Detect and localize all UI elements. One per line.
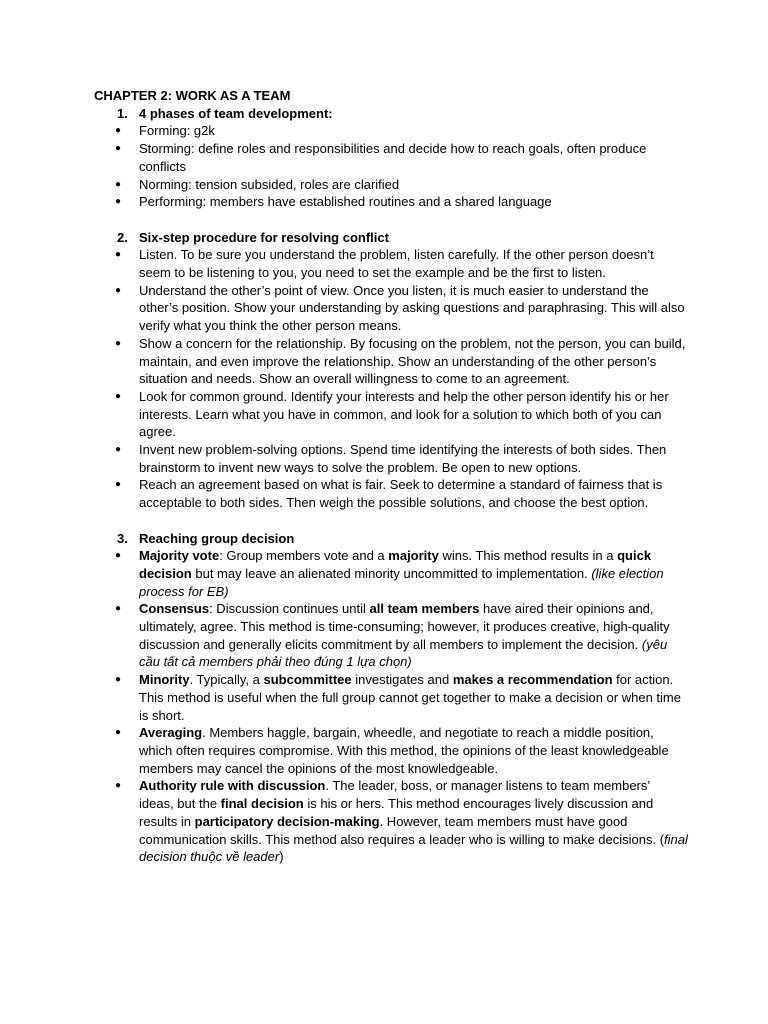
list-item — [94, 246, 688, 281]
text-run: Reach an agreement based on what is fair. Seek to determine a standard of fairness that is acceptable to both sides. Then weigh the possible solutions, and choose the best option. — [139, 477, 663, 511]
bold-text: participatory decision-making — [194, 813, 380, 829]
bold-text: subcommittee — [263, 672, 352, 688]
list-item — [94, 282, 688, 335]
text-run: Storming: define roles and responsibilities and decide how to reach goals, often produce conflicts — [139, 141, 647, 174]
text-run: . However, team members must have good communication skills. This method also requires a leader who is willing to make decisions. ( — [139, 813, 665, 847]
bold-text: final decision — [220, 796, 304, 812]
bold-text: Minority — [139, 672, 190, 688]
text-run: : Group members vote and a — [219, 548, 389, 564]
section-heading-text: 4 phases of team development: — [139, 105, 333, 121]
section-number: 2. — [117, 229, 128, 245]
bullet-list — [94, 246, 688, 512]
text-run: but may leave an alienated minority uncommitted to implementation. — [191, 565, 592, 581]
section-group-decision — [94, 530, 688, 866]
bold-text: Majority vote — [139, 548, 220, 564]
list-item — [94, 600, 688, 671]
text-run: have aired their opinions and, ultimately, agree. This method is time-consuming; however, it produces creative, high-quality discussion and generally elicits commitment by all members to implement the decision. — [139, 601, 670, 652]
bullet-list — [94, 547, 688, 866]
text-run: Performing: members have established routines and a shared language — [139, 194, 552, 210]
list-item — [94, 335, 688, 388]
section-conflict-resolution — [94, 229, 688, 512]
text-run: Show a concern for the relationship. By focusing on the problem, not the person, you can build, maintain, and even improve the relationship. Show an understanding of the other person’s situation and needs. Show an overall willingness to come to an agreement. — [139, 335, 686, 387]
bold-text: makes a recommendation — [452, 672, 613, 688]
list-item — [94, 176, 688, 194]
chapter-title: CHAPTER 2: WORK AS A TEAM — [94, 88, 291, 103]
text-run: Norming: tension subsided, roles are clarified — [139, 176, 400, 192]
text-run: Invent new problem-solving options. Spend time identifying the interests of both sides. Then brainstorm to invent new ways to solve the problem. Be open to new options. — [139, 442, 667, 475]
section-heading — [94, 229, 688, 247]
text-run: Forming: g2k — [139, 123, 215, 139]
text-run: investigates and — [351, 672, 453, 688]
text-run: . Members haggle, bargain, wheedle, and negotiate to reach a middle position, which often requires compromise. With this method, the opinions of the least knowledgeable members may cancel the opinions of the most knowledgeable. — [139, 725, 669, 776]
section-number: 3. — [117, 530, 128, 546]
section-heading — [94, 530, 688, 548]
list-item — [94, 122, 688, 140]
list-item — [94, 724, 688, 777]
text-run: Listen. To be sure you understand the problem, listen carefully. If the other person doesn’t seem to be listening to you, you need to set the example and be the first to listen. — [139, 247, 654, 281]
text-run: Look for common ground. Identify your interests and help the other person identify his or her interests. Learn what you have in common, and look for a solution to which both of you can agree. — [139, 388, 669, 440]
italic-note: (yêu cầu tất cả members phải theo đúng 1 lựa chọn) — [139, 636, 668, 670]
bold-text: Consensus — [139, 601, 210, 617]
text-run: for action. This method is useful when the full group cannot get together to make a decision or when time is short. — [139, 672, 681, 723]
italic-note: (like election process for EB) — [139, 565, 664, 599]
italic-note: final decision thuộc về leader — [139, 831, 688, 865]
text-run: ) — [279, 849, 284, 865]
text-run: : Discussion continues until — [209, 601, 370, 617]
text-run: . Typically, a — [189, 672, 264, 688]
text-run: wins. This method results in a — [438, 548, 618, 564]
section-heading — [94, 105, 688, 123]
list-item — [94, 547, 688, 600]
bold-text: all team members — [369, 601, 480, 617]
section-number: 1. — [117, 105, 128, 121]
bold-text: Authority rule with discussion — [139, 778, 326, 794]
text-run: Understand the other’s point of view. Once you listen, it is much easier to understand the other’s position. Show your understanding by asking questions and paraphrasing. This will also verify what you think the other person means. — [139, 282, 685, 334]
list-item — [94, 777, 688, 866]
section-heading-text: Reaching group decision — [139, 530, 295, 546]
list-item — [94, 476, 688, 511]
text-run: is his or hers. This method encourages lively discussion and results in — [139, 796, 654, 829]
section-heading-text: Six-step procedure for resolving conflict — [139, 229, 389, 245]
bullet-list — [94, 122, 688, 211]
bold-text: quick decision — [139, 548, 652, 581]
section-team-development — [94, 105, 688, 211]
list-item — [94, 193, 688, 211]
bold-text: Averaging — [139, 725, 203, 741]
list-item — [94, 140, 688, 175]
bold-text: majority — [388, 548, 439, 564]
text-run: . The leader, boss, or manager listens to team members’ ideas, but the — [139, 778, 650, 812]
list-item — [94, 441, 688, 476]
list-item — [94, 388, 688, 441]
list-item — [94, 671, 688, 724]
